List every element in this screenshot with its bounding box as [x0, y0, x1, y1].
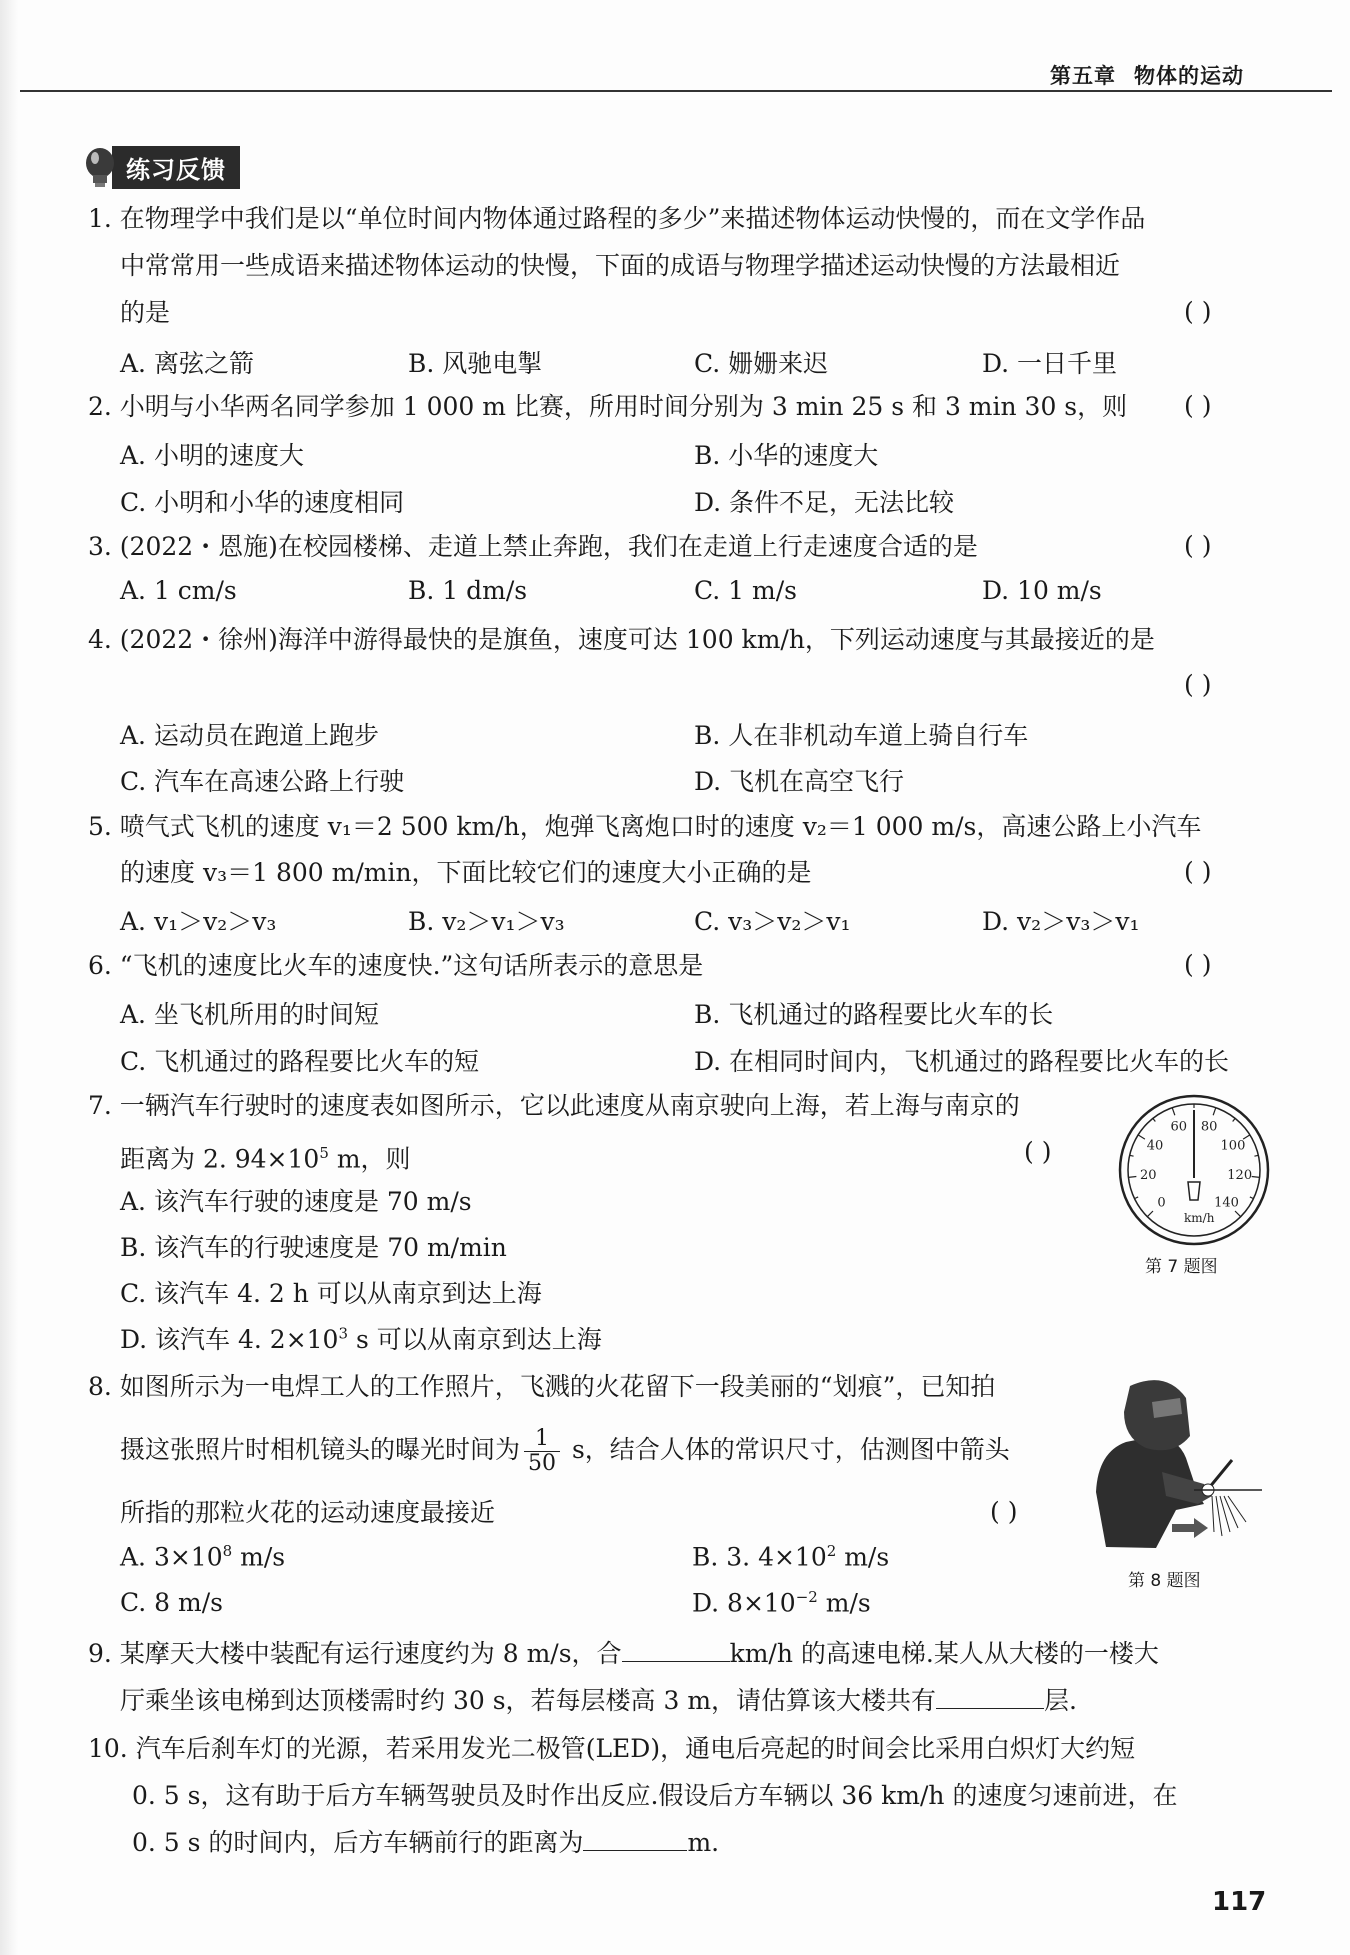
lightbulb-icon [82, 147, 118, 189]
q3-option-b: B. 1 dm/s [408, 576, 528, 605]
q1-line2: 中常常用一些成语来描述物体运动的快慢，下面的成语与物理学描述运动快慢的方法最相近 [120, 251, 1121, 280]
gauge-tick [1138, 1135, 1145, 1139]
q2-line1: 2. 小明与小华两名同学参加 1 000 m 比赛，所用时间分别为 3 min 25 s 和 3 min 30 s，则 [88, 392, 1128, 421]
gauge-tick [1128, 1176, 1136, 1177]
gauge-tick-label: 80 [1200, 1119, 1218, 1135]
q3-option-a: A. 1 cm/s [120, 576, 237, 605]
running-header [1050, 60, 1262, 90]
q6-answer-paren: ( ) [1184, 950, 1212, 979]
gauge-tick-label: 60 [1170, 1119, 1188, 1135]
q3-option-d: D. 10 m/s [982, 576, 1102, 605]
page-number: 117 [1212, 1887, 1267, 1917]
gauge-tick-label: 20 [1140, 1168, 1157, 1184]
gauge-tick-label: 140 [1214, 1195, 1239, 1211]
q6-option-b: B. 飞机通过的路程要比火车的长 [694, 1000, 1054, 1029]
q8-line2: 摄这张照片时相机镜头的曝光时间为 $\frac{1}{50}$ s，结合人体的常识尺寸，估测图中箭头 [120, 1426, 1010, 1476]
q8-option-b: B. 3. $4\times 10^2$ m/s [692, 1542, 890, 1572]
q7-option-d: D. 该汽车 4. $2\times 10^3$ s 可以从南京到达上海 [120, 1324, 602, 1354]
spark-trail [1212, 1496, 1214, 1532]
q10-line2: 0. 5 s，这有助于后方车辆驾驶员及时作出反应.假设后方车辆以 36 km/h 的速度匀速前进，在 [132, 1781, 1178, 1810]
q1-answer-paren: ( ) [1184, 297, 1212, 326]
section-tag [82, 146, 240, 189]
q5-option-a: A. v₁＞v₂＞v₃ [120, 907, 277, 936]
spark-trail [1216, 1496, 1222, 1536]
q6-option-d: D. 在相同时间内，飞机通过的路程要比火车的长 [694, 1047, 1230, 1076]
q8-option-a: A. $3\times 10^8$ m/s [120, 1542, 286, 1572]
q1-option-b: B. 风驰电掣 [408, 349, 543, 378]
gauge-tick [1252, 1176, 1260, 1177]
q5-option-c: C. v₃＞v₂＞v₁ [694, 907, 851, 936]
q5-option-b: B. v₂＞v₁＞v₃ [408, 907, 565, 936]
chapter-number: 第五章 [1050, 64, 1116, 88]
gauge-tick-label: 40 [1146, 1138, 1164, 1154]
q4-line1: 4. (2022・徐州)海洋中游得最快的是旗鱼，速度可达 100 km/h，下列运动速度与其最接近的是 [88, 625, 1155, 654]
gauge-tick [1172, 1108, 1175, 1116]
q2-answer-paren: ( ) [1184, 391, 1212, 420]
q1-option-a: A. 离弦之箭 [120, 349, 254, 378]
q7-option-a: A. 该汽车行驶的速度是 70 m/s [120, 1187, 472, 1216]
q2-option-d: D. 条件不足，无法比较 [694, 488, 955, 517]
q5-answer-paren: ( ) [1184, 857, 1212, 886]
gauge-tick [1213, 1108, 1216, 1116]
q2-option-b: B. 小华的速度大 [694, 441, 879, 470]
arrow-icon [1172, 1518, 1208, 1538]
q8-line1: 8. 如图所示为一电焊工人的工作照片，飞溅的火花留下一段美丽的“划痕”，已知拍 [88, 1372, 996, 1401]
q8-option-d: D. $8\times 10^{-2}$ m/s [692, 1588, 871, 1618]
q9-line2: 厅乘坐该电梯到达顶楼需时约 30 s，若每层楼高 3 m，请估算该大楼共有 层. [120, 1686, 1077, 1715]
gauge-tick-label: 100 [1220, 1138, 1246, 1154]
header-rule [20, 90, 1332, 92]
q6-line1: 6. “飞机的速度比火车的速度快.”这句话所表示的意思是 [88, 951, 704, 980]
gauge-tick-label: 120 [1227, 1168, 1253, 1184]
q1-option-c: C. 姗姗来迟 [694, 349, 829, 378]
q8-option-c: C. 8 m/s [120, 1588, 223, 1617]
q3-line1: 3. (2022・恩施)在校园楼梯、走道上禁止奔跑，我们在走道上行走速度合适的是 [88, 532, 978, 561]
q4-answer-paren: ( ) [1184, 670, 1212, 699]
q1-line1: 1. 在物理学中我们是以“单位时间内物体通过路程的多少”来描述物体运动快慢的，而在文学作品 [88, 204, 1146, 233]
q4-option-c: C. 汽车在高速公路上行驶 [120, 767, 405, 796]
spark-trail [1220, 1496, 1230, 1532]
chapter-title: 物体的运动 [1134, 64, 1244, 88]
q8-answer-paren: ( ) [990, 1497, 1018, 1526]
q10-blank[interactable] [583, 1828, 687, 1851]
q7-line1: 7. 一辆汽车行驶时的速度表如图所示，它以此速度从南京驶向上海，若上海与南京的 [88, 1091, 1020, 1120]
exposure-fraction: $\frac{1}{50}$ [524, 1427, 560, 1476]
q7-line2: 距离为 2. $94\times 10^5$ m，则 [120, 1144, 411, 1174]
speedometer-figure [1116, 1092, 1272, 1248]
q2-option-c: C. 小明和小华的速度相同 [120, 488, 405, 517]
q1-line3: 的是 [120, 298, 171, 327]
q6-option-a: A. 坐飞机所用的时间短 [120, 1000, 379, 1029]
q7-option-c: C. 该汽车 4. 2 h 可以从南京到达上海 [120, 1279, 542, 1308]
q7-option-b: B. 该汽车的行驶速度是 70 m/min [120, 1233, 507, 1262]
q6-option-c: C. 飞机通过的路程要比火车的短 [120, 1047, 480, 1076]
speedometer-needle-base [1188, 1182, 1200, 1200]
q8-figure-label: 第 8 题图 [1128, 1571, 1201, 1591]
page-edge-shadow [0, 0, 18, 1955]
gauge-tick [1250, 1197, 1254, 1199]
spark-trail [1228, 1496, 1246, 1522]
q5-line2: 的速度 v₃＝1 800 m/min，下面比较它们的速度大小正确的是 [120, 858, 812, 887]
q9-line1: 9. 某摩天大楼中装配有运行速度约为 8 m/s，合 km/h 的高速电梯.某人从大楼的一楼大 [88, 1639, 1159, 1668]
q3-answer-paren: ( ) [1184, 531, 1212, 560]
speedometer-unit: km/h [1184, 1211, 1215, 1225]
q4-option-d: D. 飞机在高空飞行 [694, 767, 905, 796]
q5-option-d: D. v₂＞v₃＞v₁ [982, 907, 1140, 936]
q8-line3: 所指的那粒火花的运动速度最接近 [120, 1498, 496, 1527]
q7-figure-label: 第 7 题图 [1145, 1257, 1218, 1277]
gauge-tick [1235, 1211, 1241, 1217]
q9-blank-2[interactable] [936, 1686, 1044, 1709]
welder-figure [1086, 1372, 1266, 1550]
gauge-tick [1153, 1118, 1155, 1121]
gauge-tick-label: 0 [1157, 1195, 1166, 1211]
q2-option-a: A. 小明的速度大 [120, 441, 304, 470]
q4-option-a: A. 运动员在跑道上跑步 [120, 721, 379, 750]
gauge-tick [1135, 1197, 1139, 1199]
q10-line1: 10. 汽车后刹车灯的光源，若采用发光二极管(LED)，通电后亮起的时间会比采用白炽灯大约短 [88, 1734, 1136, 1763]
gauge-tick [1147, 1211, 1153, 1217]
q10-line3: 0. 5 s 的时间内，后方车辆前行的距离为 m. [132, 1828, 720, 1857]
q5-line1: 5. 喷气式飞机的速度 v₁＝2 500 km/h，炮弹飞离炮口时的速度 v₂＝1 000 m/s，高速公路上小汽车 [88, 812, 1202, 841]
q7-answer-paren: ( ) [1024, 1137, 1052, 1166]
q9-blank-1[interactable] [622, 1639, 730, 1662]
gauge-tick [1233, 1118, 1235, 1121]
section-title: 练习反馈 [112, 146, 240, 189]
q3-option-c: C. 1 m/s [694, 576, 797, 605]
q4-option-b: B. 人在非机动车道上骑自行车 [694, 721, 1029, 750]
q1-option-d: D. 一日千里 [982, 349, 1118, 378]
